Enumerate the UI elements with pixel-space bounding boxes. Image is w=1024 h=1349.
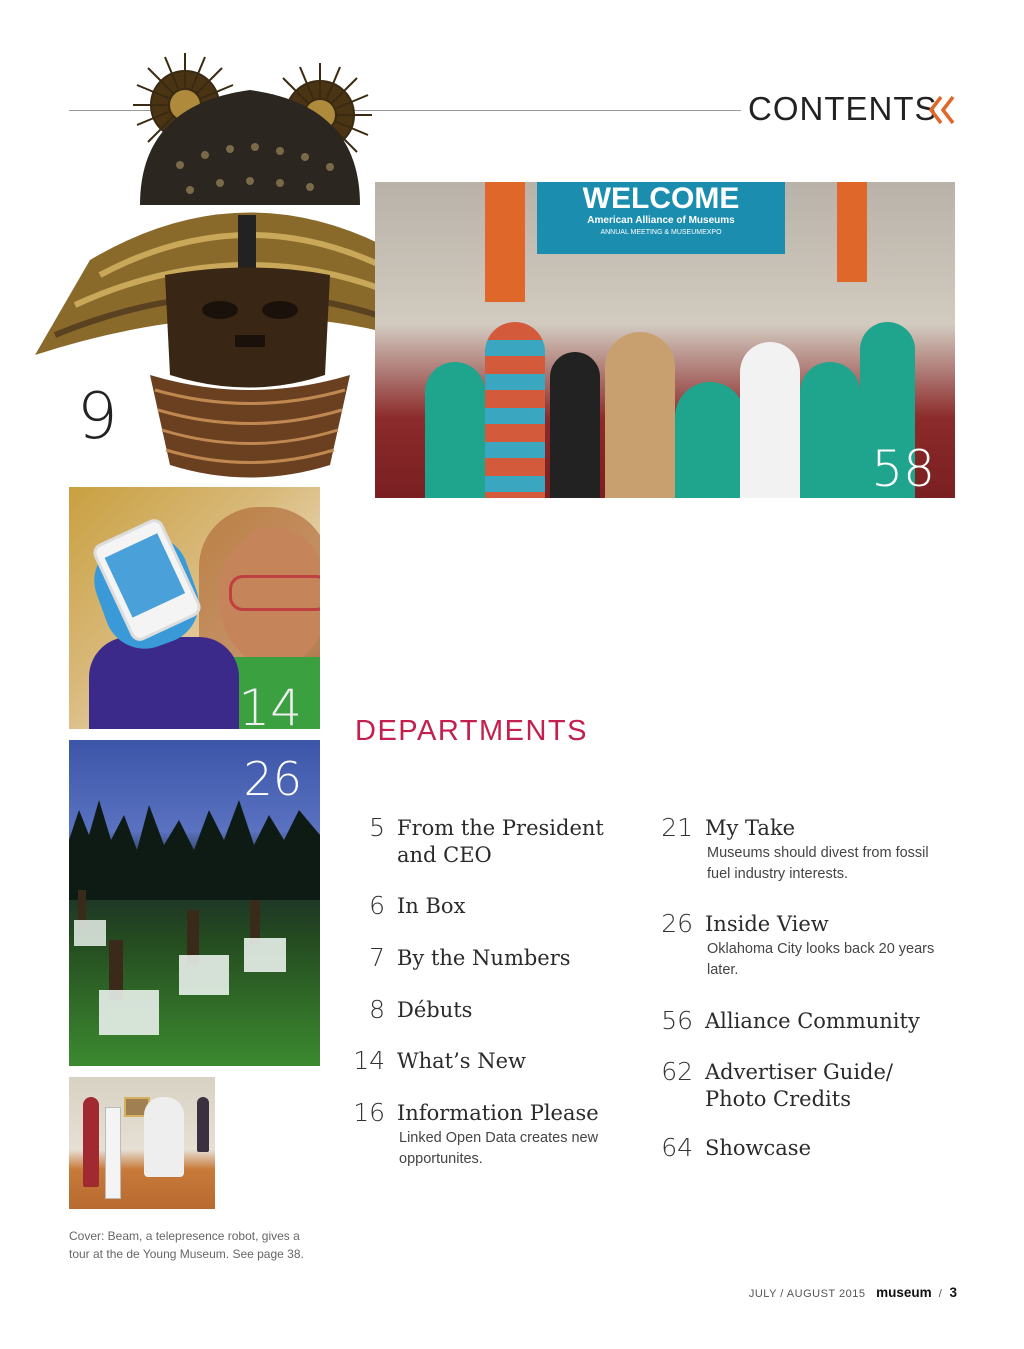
people-group [405, 322, 925, 498]
orange-pillar-right [837, 182, 867, 282]
dept-name: Advertiser Guide/ Photo Credits [705, 1060, 893, 1111]
chairs-row-1 [99, 940, 169, 1035]
sculpture [144, 1097, 184, 1177]
dept-item-56[interactable] [663, 1006, 953, 1036]
dept-description: Linked Open Data creates new opportunites. [399, 1130, 599, 1167]
dept-item-8[interactable] [355, 995, 625, 1025]
page-number-welcome: 58 [871, 440, 935, 498]
banner-title: WELCOME [582, 182, 740, 215]
second-visitor [197, 1097, 209, 1152]
chairs-row-3 [244, 900, 294, 980]
dept-page-number: 8 [369, 995, 385, 1024]
page-number-phone: 14 [238, 679, 302, 729]
orange-pillar-left [485, 182, 525, 302]
dept-item-21[interactable] [663, 813, 953, 888]
dept-description: Museums should divest from fossil fuel industry interests. [707, 845, 929, 882]
dept-name: My Take [705, 816, 796, 840]
footer-issue: JULY / AUGUST 2015 [748, 1288, 866, 1300]
dept-page-number: 7 [369, 943, 385, 972]
dept-name: Information Please [397, 1101, 599, 1125]
banner-subtitle: American Alliance of Museums [587, 215, 735, 226]
dept-name: Alliance Community [705, 1009, 920, 1033]
dept-page-number: 62 [661, 1057, 693, 1086]
departments-title: DEPARTMENTS [355, 715, 588, 747]
goggles [229, 575, 320, 611]
welcome-photo [375, 182, 955, 498]
dept-name: Showcase [705, 1136, 812, 1160]
dept-page-number: 16 [353, 1098, 385, 1127]
dept-name: Débuts [397, 998, 473, 1022]
cover-caption: Cover: Beam, a telepresence robot, gives a tour at the de Young Museum. See page 38. [69, 1229, 304, 1261]
page-footer [749, 1285, 957, 1300]
page-title: CONTENTS [748, 90, 938, 127]
dept-item-6[interactable] [355, 891, 625, 921]
footer-magazine: museum [876, 1285, 932, 1300]
visitor-figure [83, 1097, 99, 1187]
dept-page-number: 6 [369, 891, 385, 920]
dept-item-16[interactable] [355, 1098, 625, 1173]
dept-page-number: 64 [661, 1133, 693, 1162]
dept-item-26[interactable] [663, 909, 953, 984]
purple-sleeve [89, 637, 239, 729]
dept-name: What’s New [397, 1049, 526, 1073]
dept-name: Inside View [705, 912, 829, 936]
dept-page-number: 5 [369, 813, 385, 842]
telepresence-robot [105, 1107, 121, 1199]
dept-item-62[interactable] [663, 1057, 953, 1117]
memorial-photo [69, 740, 320, 1066]
dept-page-number: 56 [661, 1006, 693, 1035]
banner-subtitle-2: ANNUAL MEETING & MUSEUMEXPO [600, 229, 722, 236]
dept-page-number: 14 [353, 1046, 385, 1075]
page-number-helmet: 9 [77, 380, 118, 454]
dept-name: From the President and CEO [397, 816, 604, 867]
dept-item-7[interactable] [355, 943, 625, 973]
page-number-memorial: 26 [243, 752, 302, 806]
dept-item-5[interactable] [355, 813, 625, 873]
chairs-row-2 [179, 910, 239, 1000]
double-chevron-left-icon [928, 93, 956, 127]
footer-page-number: 3 [949, 1285, 957, 1300]
dept-description: Oklahoma City looks back 20 years later. [707, 941, 935, 978]
welcome-banner [537, 182, 785, 254]
dept-name: By the Numbers [397, 946, 571, 970]
museum-robot-photo [69, 1077, 215, 1209]
dept-page-number: 26 [661, 909, 693, 938]
dept-name: In Box [397, 894, 466, 918]
dept-item-64[interactable] [663, 1133, 953, 1163]
dept-page-number: 21 [661, 813, 693, 842]
phone-photo [69, 487, 320, 729]
dept-item-14[interactable] [355, 1046, 625, 1076]
footer-separator: / [938, 1288, 943, 1300]
